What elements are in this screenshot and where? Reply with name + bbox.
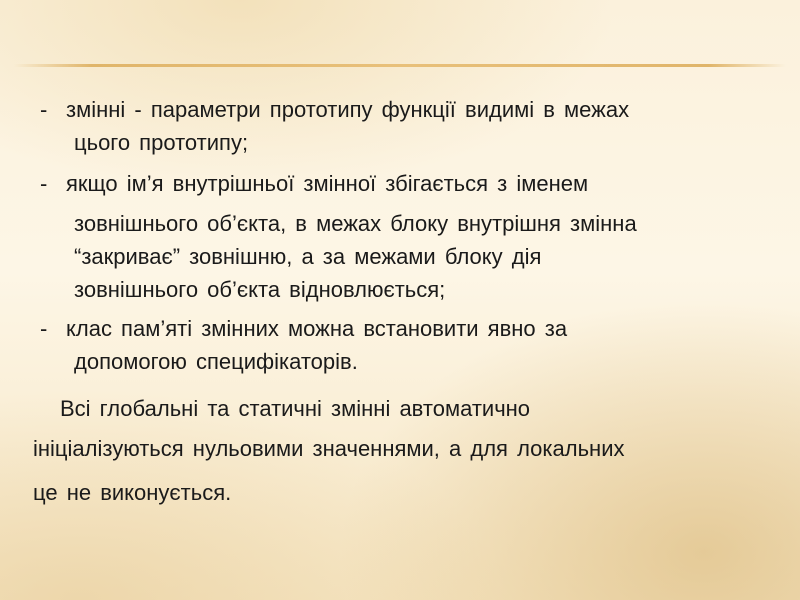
bullet-text-line: зовнішнього об’єкта, в межах блоку внутрішня змінна xyxy=(74,211,637,236)
paragraph-line: це не виконується. xyxy=(33,480,232,505)
bullet-text-line: змінні - параметри прототипу функції видимі в межах xyxy=(66,97,630,122)
bullet-text-line: зовнішнього об’єкта відновлюється; xyxy=(74,277,446,302)
paragraph-line: Всі глобальні та статичні змінні автоматично xyxy=(60,396,531,421)
paragraph-line: ініціалізуються нульовими значеннями, а для локальних xyxy=(33,436,625,461)
bullet-text-line: допомогою специфікаторів. xyxy=(74,349,358,374)
bullet-text-line: “закриває” зовнішню, а за межами блоку дія xyxy=(74,244,542,269)
bullet-marker: - xyxy=(40,97,48,122)
bullet-marker: - xyxy=(40,171,48,196)
bullet-text-line: клас пам’яті змінних можна встановити явно за xyxy=(66,316,568,341)
bullet-text-line: якщо ім’я внутрішньої змінної збігається з іменем xyxy=(66,171,589,196)
bullet-text-line: цього прототипу; xyxy=(74,130,249,155)
bullet-marker: - xyxy=(40,316,48,341)
